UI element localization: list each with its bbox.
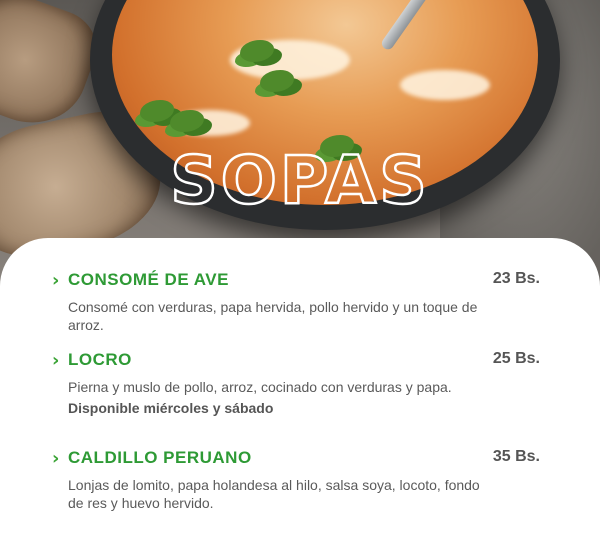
menu-item-name: CALDILLO PERUANO: [68, 448, 252, 467]
menu-item: [50, 350, 550, 416]
menu-item-price: 35 Bs.: [492, 448, 540, 465]
menu-item-name: LOCRO: [68, 350, 132, 369]
availability-note: Disponible miércoles y sábado: [68, 400, 274, 416]
menu-item-description: Pierna y muslo de pollo, arroz, cocinado con verduras y papa.: [68, 379, 452, 395]
cream-swirl: [400, 70, 490, 100]
menu-item-price: 25 Bs.: [492, 350, 540, 367]
menu-item: [50, 270, 550, 334]
menu-item-name: CONSOMÉ DE AVE: [68, 270, 229, 289]
section-title: SOPAS: [170, 142, 430, 219]
chevron-right-icon: ›: [52, 350, 60, 371]
menu-item-price: 23 Bs.: [492, 270, 540, 287]
menu-item-description: Consomé con verduras, papa hervida, pollo hervido y un toque de arroz.: [68, 299, 478, 333]
chevron-right-icon: ›: [52, 270, 60, 291]
chevron-right-icon: ›: [52, 448, 60, 469]
menu-item-description: Lonjas de lomito, papa holandesa al hilo, salsa soya, locoto, fondo de res y huevo hervido.: [68, 477, 480, 511]
menu-item: [50, 448, 550, 512]
